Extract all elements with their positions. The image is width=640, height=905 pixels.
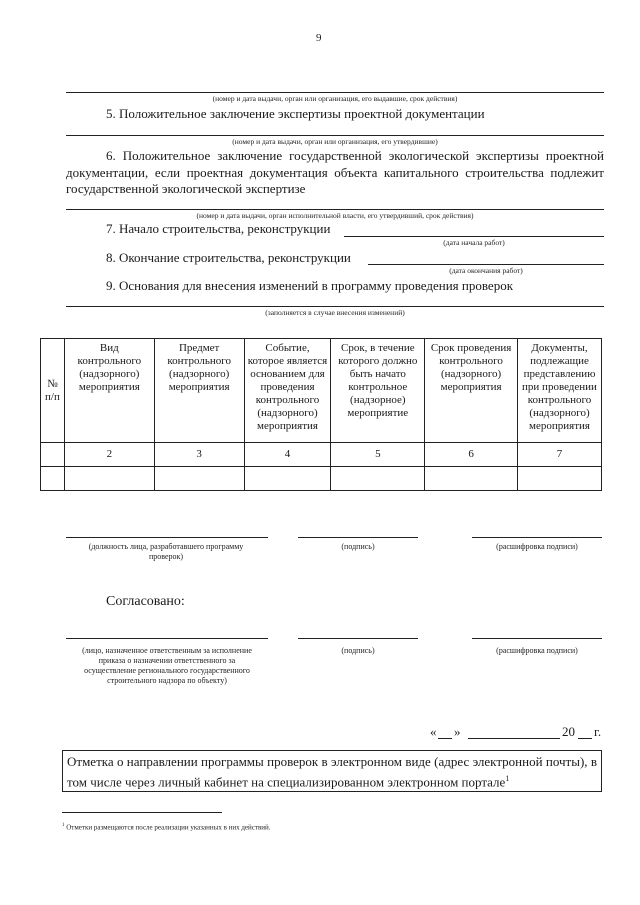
number-cell: 4 <box>244 443 331 467</box>
table-number-row <box>41 443 602 467</box>
footnote-mark: 1 <box>62 823 65 828</box>
inspection-table <box>40 338 602 491</box>
number-cell: 7 <box>518 443 602 467</box>
table-cell[interactable] <box>41 467 65 491</box>
signature-line[interactable] <box>298 537 418 538</box>
decode-caption: (расшифровка подписи) <box>496 646 578 655</box>
header-cell: Предмет контрольного (надзорного) мероприятия <box>154 339 244 443</box>
header-cell: Вид контрольного (надзорного) мероприятия <box>64 339 154 443</box>
position-caption: (должность лица, разработавшего программу проверок) <box>88 542 244 561</box>
header-cell: Документы, подлежащие представлению при проведении контрольного (надзорного) мероприятия <box>518 339 602 443</box>
date-year-line[interactable] <box>578 738 592 739</box>
header-cell: № п/п <box>41 339 65 443</box>
decode-line[interactable] <box>472 537 602 538</box>
number-cell: 6 <box>425 443 518 467</box>
field-caption: (заполняется в случае внесения изменений) <box>265 308 405 317</box>
field-line <box>66 92 604 93</box>
table-cell[interactable] <box>244 467 331 491</box>
date-year-suffix: г. <box>594 724 602 739</box>
item-9: 9. Основания для внесения изменений в программу проведения проверок <box>106 278 514 293</box>
number-cell: 2 <box>64 443 154 467</box>
position-caption: (лицо, назначенное ответственным за исполнение приказа о назначении ответственного за осуществление регионального государственного строительного надзора по объекту) <box>82 646 252 685</box>
date-month-line[interactable] <box>468 738 560 739</box>
field-caption: (дата начала работ) <box>443 238 505 247</box>
field-line <box>344 236 604 237</box>
agreed-label: Согласовано: <box>106 594 185 609</box>
field-line <box>368 264 604 265</box>
table-header-row <box>41 339 602 443</box>
footnote-text: Отметки размещаются после реализации указанных в них действий. <box>66 823 271 832</box>
signature-caption: (подпись) <box>341 646 375 655</box>
table-cell[interactable] <box>331 467 425 491</box>
date-open-quote: « <box>430 724 437 739</box>
date-close-quote: » <box>454 724 461 739</box>
number-cell <box>41 443 65 467</box>
footnote-ref: 1 <box>505 774 510 783</box>
signature-line[interactable] <box>298 638 418 639</box>
field-caption: (дата окончания работ) <box>449 266 523 275</box>
electronic-notice-text: Отметка о направлении программы проверок в электронном виде (адрес электронной почты), в том числе через личный кабинет на специализированном электронном портале <box>67 754 597 790</box>
table-row <box>41 467 602 491</box>
position-line[interactable] <box>66 537 268 538</box>
position-line[interactable] <box>66 638 268 639</box>
table-cell[interactable] <box>425 467 518 491</box>
field-line <box>66 135 604 136</box>
decode-line[interactable] <box>472 638 602 639</box>
footnote <box>62 823 271 831</box>
item-7: 7. Начало строительства, реконструкции <box>106 221 331 236</box>
number-cell: 5 <box>331 443 425 467</box>
field-caption: (номер и дата выдачи, орган исполнительной власти, его утвердивший, срок действия) <box>196 211 474 220</box>
date-year-prefix: 20 <box>562 724 575 739</box>
field-line <box>66 306 604 307</box>
item-8: 8. Окончание строительства, реконструкции <box>106 250 351 265</box>
field-caption: (номер и дата выдачи, орган или организация, его выдавшие, срок действия) <box>212 94 458 103</box>
header-cell: Событие, которое является основанием для проведения контрольного (надзорного) мероприятия <box>244 339 331 443</box>
item-6: 6. Положительное заключение государственной экологической экспертизы проектной документации, если проектная документация объекта капитального строительства подлежит государственной экологической экспертизе <box>66 148 604 196</box>
field-line <box>66 209 604 210</box>
table-cell[interactable] <box>154 467 244 491</box>
date-day-line[interactable] <box>438 738 452 739</box>
signature-caption: (подпись) <box>341 542 375 551</box>
field-caption: (номер и дата выдачи, орган или организация, его утвердившие) <box>232 137 438 146</box>
page-number: 9 <box>316 32 322 44</box>
footnote-divider <box>62 812 222 813</box>
number-cell: 3 <box>154 443 244 467</box>
electronic-notice-box <box>62 750 602 792</box>
table-cell[interactable] <box>64 467 154 491</box>
header-cell: Срок, в течение которого должно быть начато контрольное (надзорное) мероприятие <box>331 339 425 443</box>
header-cell: Срок проведения контрольного (надзорного) мероприятия <box>425 339 518 443</box>
decode-caption: (расшифровка подписи) <box>496 542 578 551</box>
table-cell[interactable] <box>518 467 602 491</box>
item-5: 5. Положительное заключение экспертизы проектной документации <box>106 106 485 121</box>
